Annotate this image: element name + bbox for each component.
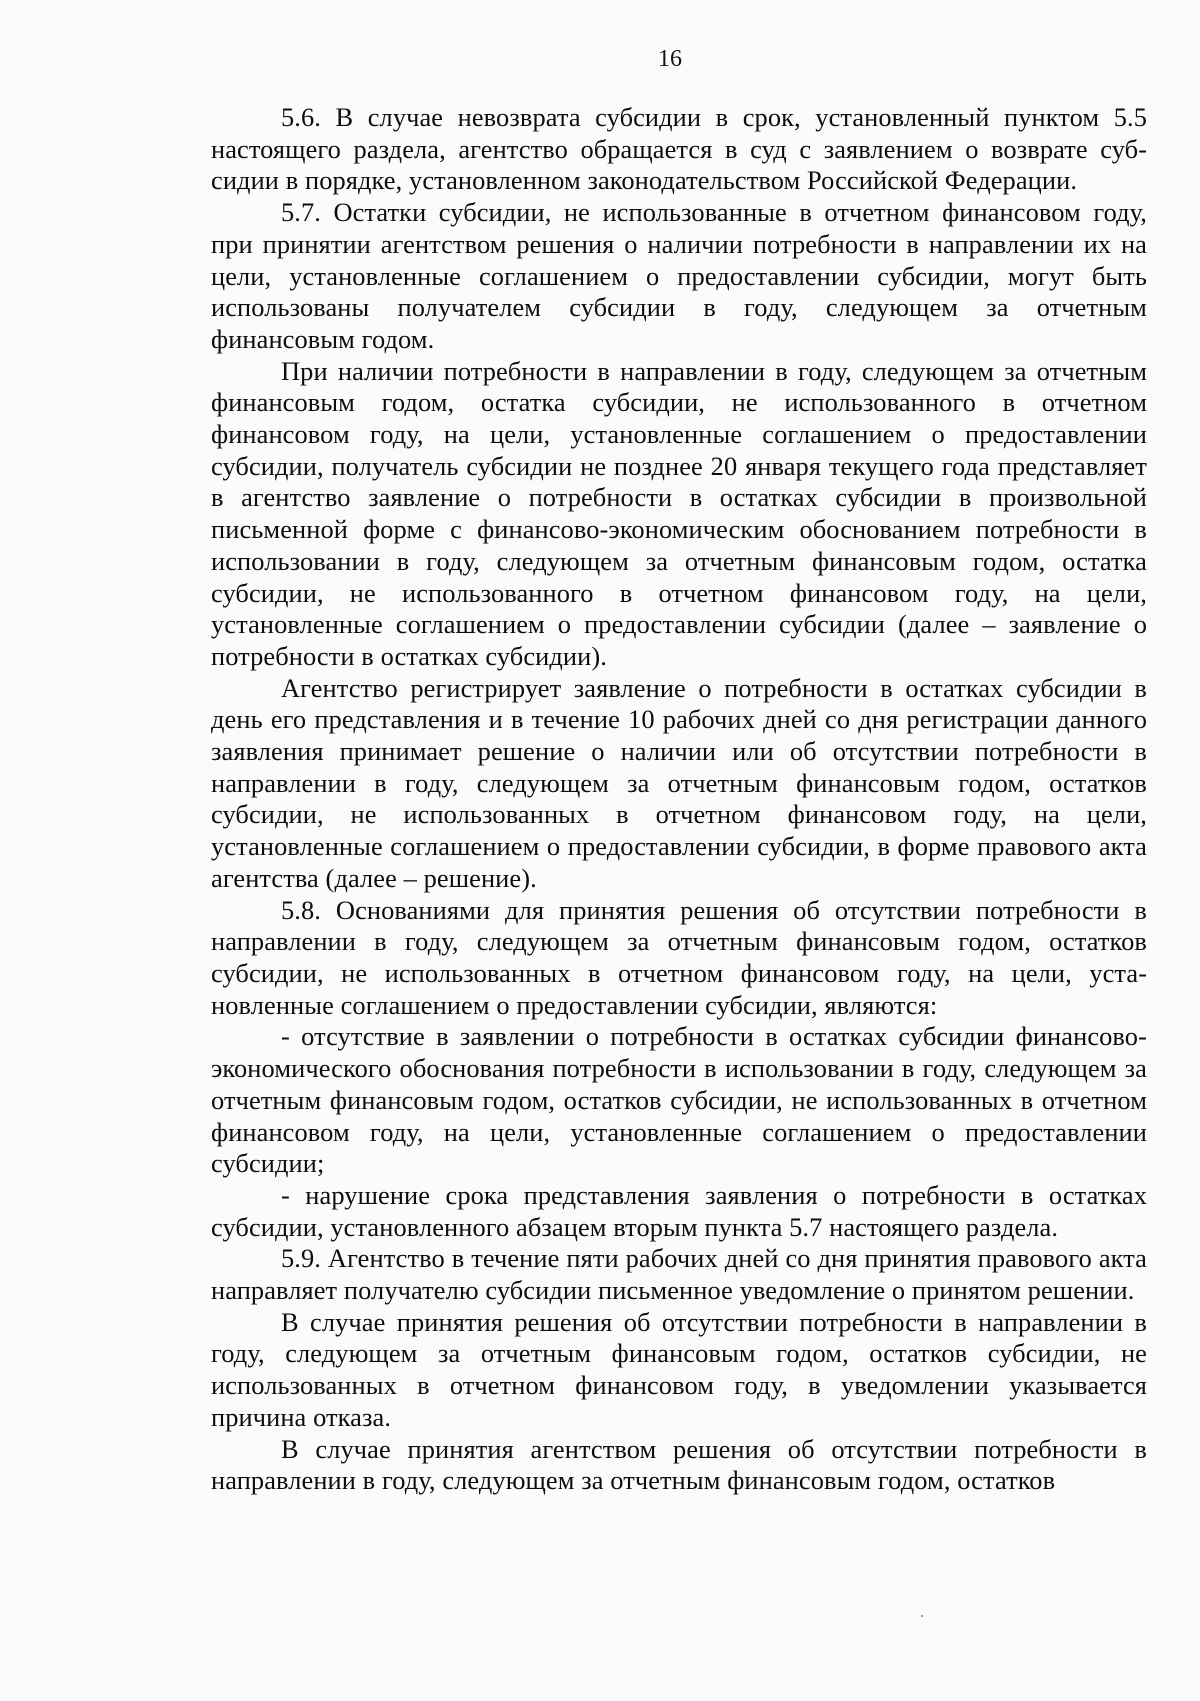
page-number: 16 <box>658 46 682 72</box>
paragraph-5-8-item-1: - отсутствие в заявлении о потребности в остатках субсидии финансово-экономического обоснования потребности в использовании в году, следующем за отчетным финансовым годом, остатков субсидии, не использованных в отчетном финансовом году, на цели, установленные соглашением о предоставлении субсидии; <box>211 1021 1147 1179</box>
paragraph-5-9: 5.9. Агентство в течение пяти рабочих дней со дня принятия правового акта направляет получателю субсидии письменное уведомление о принятом решении. <box>211 1243 1147 1306</box>
scan-speck <box>921 1615 923 1617</box>
paragraph-5-7-need: При наличии потребности в направлении в году, следующем за отчетным финансовым годом, остатка субсидии, не использованного в отчетном финансовом году, на цели, установленные соглашением о предоставлении субсидии, получатель субсидии не позднее 20 января текущего года представляет в агентство заявление о потребности в остатках субсидии в произвольной письменной форме с финансово-экономическим обоснованием потребности в использовании в году, следующем за отчетным финансовым годом, остатка субсидии, не использованного в отчетном финансовом году, на цели, установленные соглашением о предоставлении субсидии (далее – заявление о потребности в остатках субсидии). <box>211 355 1147 671</box>
document-body <box>211 102 1147 1497</box>
paragraph-5-9-refusal: В случае принятия решения об отсутствии потребности в направлении в году, следующем за отчетным финансовым годом, остатков субсидии, не использованных в отчетном финансовом году, в уведомлении указывается причина отказа. <box>211 1306 1147 1432</box>
paragraph-5-6: 5.6. В случае невозврата субсидии в срок, установленный пунктом 5.5 настоящего раздела, агентство обращается в суд с заявлением о возврате субсидии в порядке, установленном законодательством Российской Федерации. <box>211 102 1147 196</box>
paragraph-5-7: 5.7. Остатки субсидии, не использованные в отчетном финансовом году, при принятии агентством решения о наличии потребности в направлении их на цели, установленные соглашением о предоставлении субсидии, могут быть использованы получателем субсидии в году, следующем за отчетным финансовым годом. <box>211 197 1147 354</box>
paragraph-5-8: 5.8. Основаниями для принятия решения об отсутствии потребности в направлении в году, следующем за отчетным финансовым годом, остатков субсидии, не использованных в отчетном финансовом году, на цели, установленные соглашением о предоставлении субсидии, являются: <box>211 894 1147 1020</box>
paragraph-5-8-item-2: - нарушение срока представления заявления о потребности в остатках субсидии, установленного абзацем вторым пункта 5.7 настоящего раздела. <box>211 1179 1147 1242</box>
paragraph-5-9-continuation: В случае принятия агентством решения об отсутствии потребности в направлении в году, следующем за отчетным финансовым годом, остатков <box>211 1433 1147 1496</box>
paragraph-5-7-registration: Агентство регистрирует заявление о потребности в остатках субсидии в день его представления и в течение 10 рабочих дней со дня регистрации данного заявления принимает решение о наличии или об отсутствии потребности в направлении в году, следующем за отчетным финансовым годом, остатков субсидии, не использованных в отчетном финансовом году, на цели, установленные соглашением о предоставлении субсидии, в форме правового акта агентства (далее – решение). <box>211 672 1147 893</box>
